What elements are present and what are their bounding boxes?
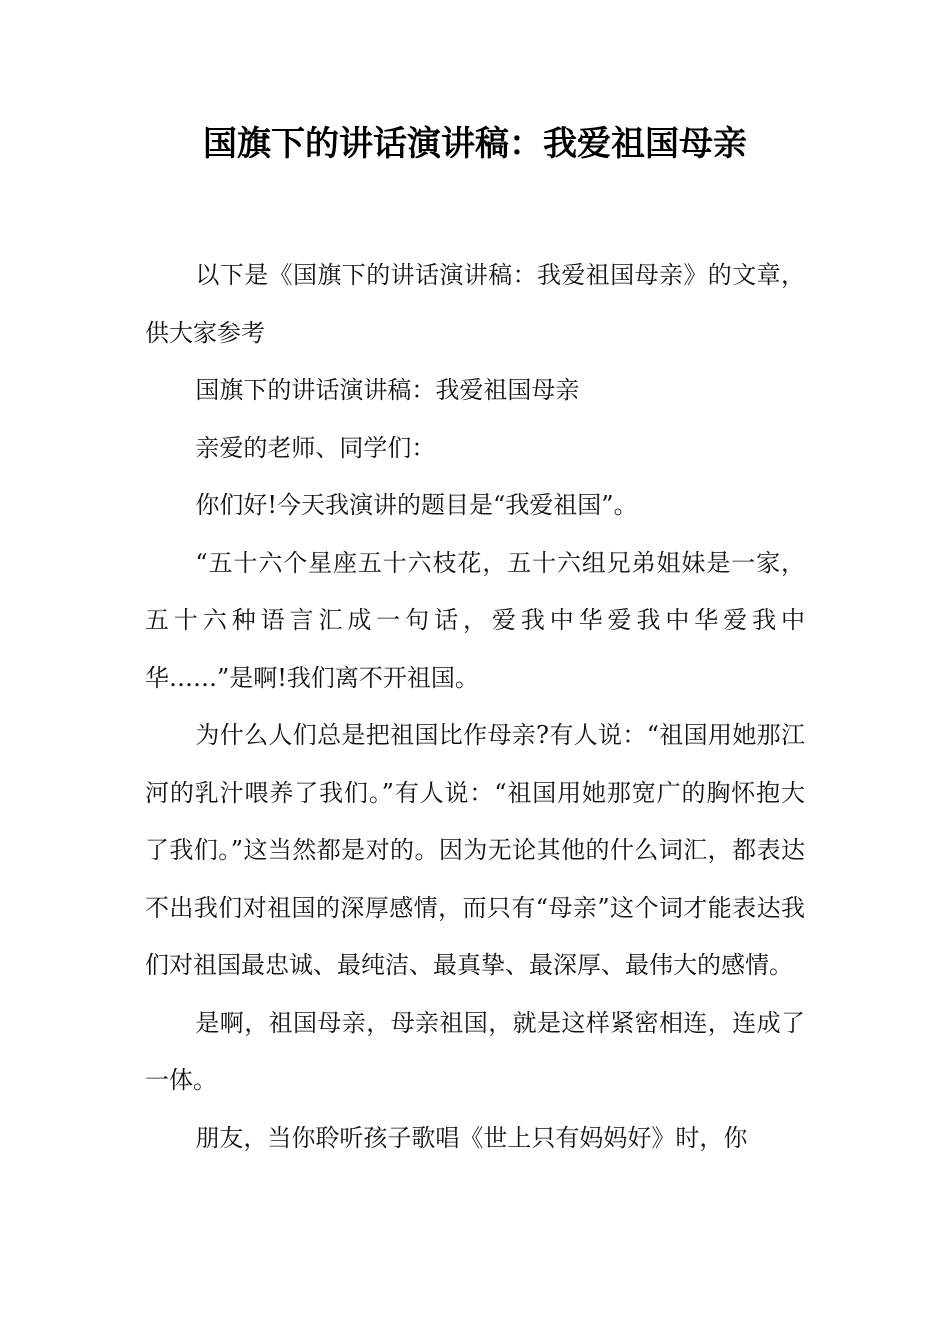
document-title: 国旗下的讲话演讲稿：我爱祖国母亲 [203,124,747,164]
paragraph-greeting: 你们好!今天我演讲的题目是“我爱祖国”。 [195,491,638,519]
paragraph-intro: 以下是《国旗下的讲话演讲稿：我爱祖国母亲》的文章，供大家参考 [145,261,805,347]
paragraph-connection: 是啊，祖国母亲，母亲祖国，就是这样紧密相连，连成了一体。 [145,1008,805,1094]
paragraph-friend: 朋友，当你聆听孩子歌唱《世上只有妈妈好》时，你 [195,1123,748,1152]
paragraph-salutation: 亲爱的老师、同学们： [195,433,436,462]
document-body [145,247,805,1167]
paragraph-song-quote: “五十六个星座五十六枝花，五十六组兄弟姐妹是一家，五十六种语言汇成一句话，爱我中华爱我中华爱我中华……”是啊!我们离不开祖国。 [145,548,805,692]
paragraph-speech-title: 国旗下的讲话演讲稿：我爱祖国母亲 [195,376,580,404]
paragraph-mother-metaphor: 为什么人们总是把祖国比作母亲?有人说：“祖国用她那江河的乳汁喂养了我们。”有人说：“祖国用她那宽广的胸怀抱大了我们。”这当然都是对的。因为无论其他的什么词汇，都表达不出我们对祖国的深厚感情，而只有“母亲”这个词才能表达我们对祖国最忠诚、最纯洁、最真挚、最深厚、最伟大的感情。 [145,721,805,979]
